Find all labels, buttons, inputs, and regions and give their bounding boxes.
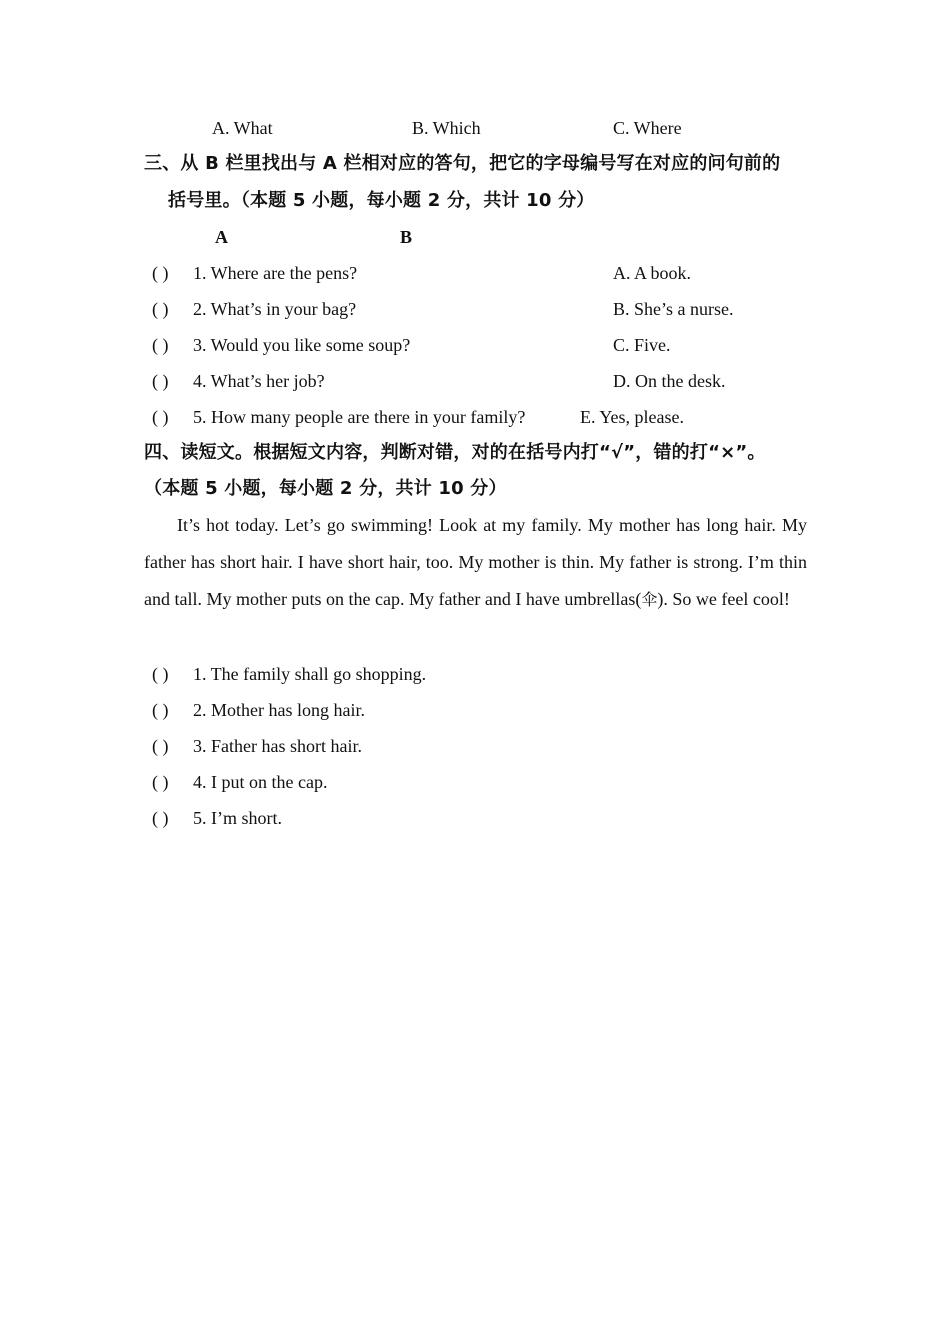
answer-bracket[interactable]: ( )	[152, 371, 169, 391]
answer-option: B. She’s a nurse.	[613, 299, 734, 319]
reading-passage	[144, 507, 807, 618]
question-text: 2. What’s in your bag?	[193, 299, 357, 319]
answer-bracket[interactable]: ( )	[152, 808, 169, 828]
umbrella-char: 伞	[641, 590, 658, 609]
answer-bracket[interactable]: ( )	[152, 772, 169, 792]
section3-title-line2: 括号里。（本题 5 小题，每小题 2 分，共计 10 分）	[168, 190, 595, 211]
section3-title-line1: 三、从 B 栏里找出与 A 栏相对应的答句，把它的字母编号写在对应的问句前的	[144, 153, 781, 174]
prev-option-a: A. What	[212, 118, 273, 138]
answer-bracket[interactable]: ( )	[152, 299, 169, 319]
answer-bracket[interactable]: ( )	[152, 664, 169, 684]
prev-option-c: C. Where	[613, 118, 682, 138]
answer-bracket[interactable]: ( )	[152, 407, 169, 427]
passage-text-2: ). So we feel cool!	[657, 589, 790, 609]
question-text: 3. Would you like some soup?	[193, 335, 411, 355]
section4-title-line1: 四、读短文。根据短文内容，判断对错，对的在括号内打“√”，错的打“×”。	[144, 442, 766, 463]
answer-bracket[interactable]: ( )	[152, 263, 169, 283]
column-a-header: A	[215, 227, 228, 247]
section4-title-line2: （本题 5 小题，每小题 2 分，共计 10 分）	[144, 478, 507, 499]
answer-bracket[interactable]: ( )	[152, 736, 169, 756]
question-text: 5. How many people are there in your family?	[193, 407, 526, 427]
statement-text: 3. Father has short hair.	[193, 736, 362, 756]
answer-option: D. On the desk.	[613, 371, 726, 391]
passage-text-1: It’s hot today. Let’s go swimming! Look at my family. My mother has long hair. My father has short hair. I have short hair, too. My mother is thin. My father is strong. I’m thin and tall. My mother puts on the cap. My father and I have umbrellas(	[144, 515, 807, 609]
statement-text: 1. The family shall go shopping.	[193, 664, 427, 684]
statement-text: 5. I’m short.	[193, 808, 282, 828]
column-b-header: B	[400, 227, 413, 247]
prev-option-b: B. Which	[412, 118, 481, 138]
statement-text: 4. I put on the cap.	[193, 772, 328, 792]
answer-bracket[interactable]: ( )	[152, 335, 169, 355]
statement-text: 2. Mother has long hair.	[193, 700, 365, 720]
question-text: 1. Where are the pens?	[193, 263, 358, 283]
question-text: 4. What’s her job?	[193, 371, 325, 391]
answer-option: A. A book.	[613, 263, 692, 283]
answer-option: C. Five.	[613, 335, 671, 355]
answer-option: E. Yes, please.	[580, 407, 684, 427]
answer-bracket[interactable]: ( )	[152, 700, 169, 720]
